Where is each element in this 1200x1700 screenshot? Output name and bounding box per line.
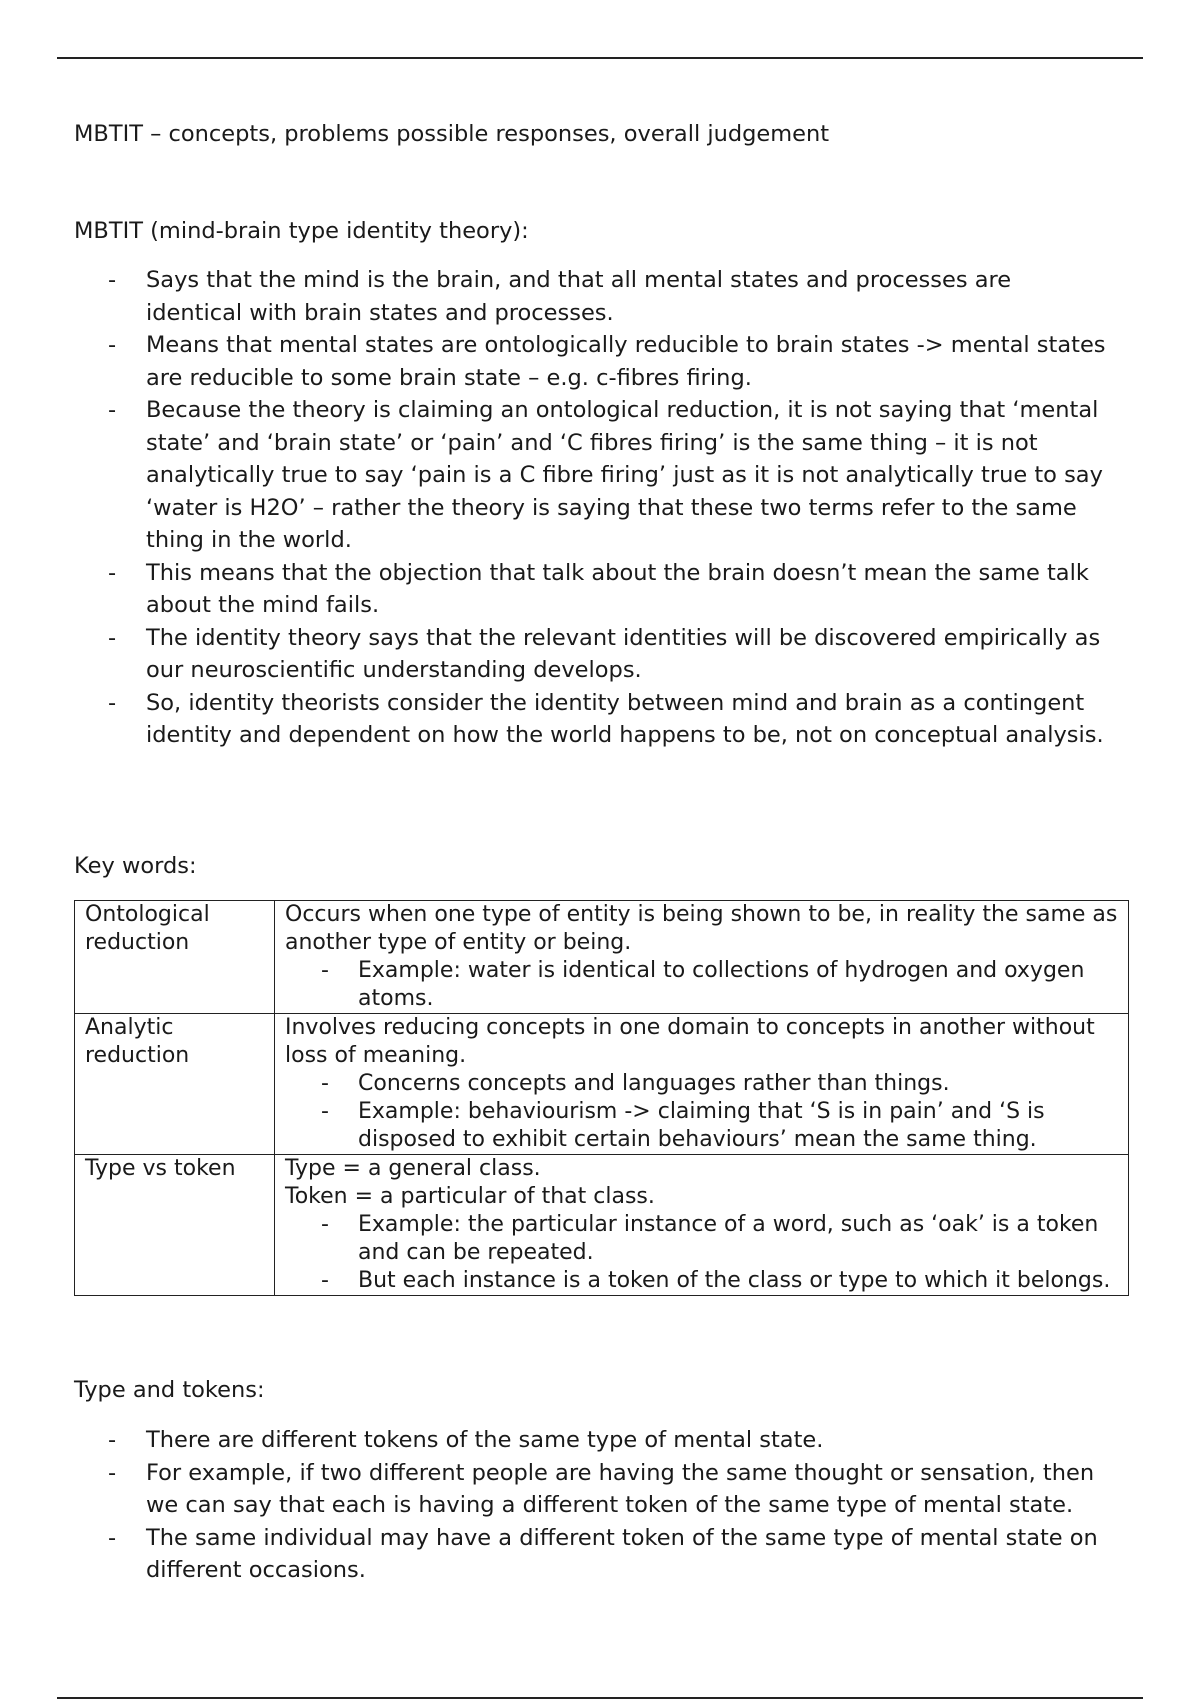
top-rule [57, 57, 1143, 59]
dash-bullet: - [321, 1268, 329, 1293]
dash-bullet: - [108, 624, 117, 651]
type-tokens-heading: Type and tokens: [74, 1377, 265, 1403]
list-item-text: This means that the objection that talk about the brain doesn’t mean the same talk about the mind fails. [146, 559, 1089, 618]
definition-cell [275, 901, 1129, 1014]
list-item-text: Example: water is identical to collections of hydrogen and oxygen atoms. [358, 958, 1085, 1011]
list-item [285, 957, 1118, 1013]
list-item [74, 394, 1114, 557]
list-item-text: Example: the particular instance of a word, such as ‘oak’ is a token and can be repeated. [358, 1212, 1099, 1265]
dash-bullet: - [321, 1212, 329, 1237]
list-item [74, 1522, 1114, 1587]
term-cell: Analytic reduction [75, 1014, 275, 1155]
table-row [75, 901, 1129, 1014]
list-item [74, 622, 1114, 687]
key-words-heading: Key words: [74, 853, 197, 879]
mbtit-bullet-list [74, 264, 1114, 752]
definition-cell [275, 1155, 1129, 1296]
definition-cell [275, 1014, 1129, 1155]
dash-bullet: - [108, 1524, 117, 1551]
list-item [74, 329, 1114, 394]
list-item-text: Because the theory is claiming an ontological reduction, it is not saying that ‘mental state’ and ‘brain state’ or ‘pain’ and ‘C fibres firing’ is the same thing – it is not analytically true to say ‘pain is a C fibre firing’ just as it is not analytically true to say ‘water is H2O’ – rather the theory is saying that these two terms refer to the same thing in the world. [146, 397, 1103, 553]
definition-sub-list [285, 957, 1118, 1013]
list-item [285, 1267, 1118, 1295]
list-item [74, 1457, 1114, 1522]
list-item [285, 1211, 1118, 1267]
list-item [74, 264, 1114, 329]
list-item-text: There are different tokens of the same type of mental state. [146, 1427, 824, 1453]
list-item-text: Means that mental states are ontologically reducible to brain states -> mental states are reducible to some brain state – e.g. c-fibres firing. [146, 332, 1106, 391]
list-item-text: Says that the mind is the brain, and that all mental states and processes are identical with brain states and processes. [146, 267, 1012, 326]
term-cell: Ontological reduction [75, 901, 275, 1014]
list-item [285, 1070, 1118, 1098]
list-item [74, 1424, 1114, 1457]
list-item-text: Example: behaviourism -> claiming that ‘S is in pain’ and ‘S is disposed to exhibit certain behaviours’ mean the same thing. [358, 1099, 1045, 1152]
list-item-text: So, identity theorists consider the identity between mind and brain as a contingent identity and dependent on how the world happens to be, not on conceptual analysis. [146, 689, 1104, 748]
definition-sub-list [285, 1211, 1118, 1295]
table-row [75, 1014, 1129, 1155]
definition-text: Involves reducing concepts in one domain to concepts in another without loss of meaning. [285, 1015, 1095, 1068]
definition-text-2: Token = a particular of that class. [285, 1184, 655, 1209]
dash-bullet: - [108, 1459, 117, 1486]
definition-text: Occurs when one type of entity is being shown to be, in reality the same as another type of entity or being. [285, 902, 1118, 955]
document-title: MBTIT – concepts, problems possible responses, overall judgement [74, 121, 830, 147]
list-item [74, 687, 1114, 752]
mbtit-heading: MBTIT (mind-brain type identity theory): [74, 218, 529, 244]
dash-bullet: - [108, 332, 117, 358]
dash-bullet: - [321, 1099, 329, 1124]
list-item-text: The identity theory says that the relevant identities will be discovered empirically as our neuroscientific understanding develops. [146, 624, 1101, 683]
dash-bullet: - [108, 1427, 117, 1453]
dash-bullet: - [321, 958, 329, 983]
list-item-text: For example, if two different people are having the same thought or sensation, then we can say that each is having a different token of the same type of mental state. [146, 1459, 1095, 1518]
list-item [285, 1098, 1118, 1154]
list-item-text: The same individual may have a different token of the same type of mental state on different occasions. [146, 1524, 1098, 1583]
dash-bullet: - [108, 689, 117, 716]
dash-bullet: - [321, 1071, 329, 1096]
list-item [74, 557, 1114, 622]
definition-text: Type = a general class. [285, 1156, 541, 1181]
table-row [75, 1155, 1129, 1296]
dash-bullet: - [108, 267, 117, 293]
definition-sub-list [285, 1070, 1118, 1154]
type-tokens-bullet-list [74, 1424, 1114, 1587]
key-words-table [74, 900, 1129, 1296]
dash-bullet: - [108, 559, 117, 586]
list-item-text: But each instance is a token of the class or type to which it belongs. [358, 1268, 1111, 1293]
list-item-text: Concerns concepts and languages rather than things. [358, 1071, 950, 1096]
dash-bullet: - [108, 397, 117, 423]
term-cell: Type vs token [75, 1155, 275, 1296]
bottom-rule [57, 1697, 1143, 1699]
